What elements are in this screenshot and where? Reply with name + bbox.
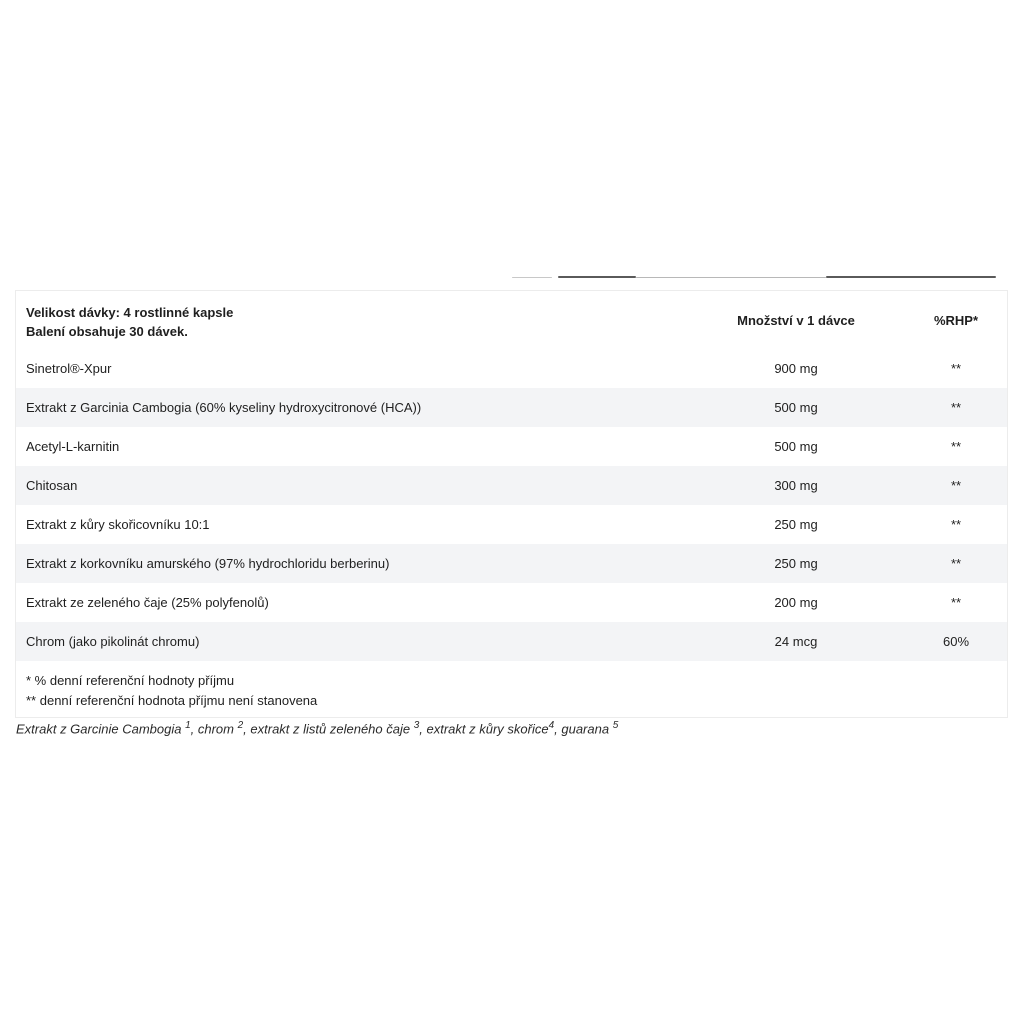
ingredient-rhp: ** — [950, 478, 962, 493]
ingredient-amount: 250 mg — [774, 556, 818, 571]
ingredient-rhp: 60% — [942, 634, 970, 649]
servings-per-pack: Balení obsahuje 30 dávek. — [26, 324, 188, 339]
ingredient-name: Extrakt z kůry skořicovníku 10:1 — [26, 517, 210, 532]
ingredient-name: Extrakt ze zeleného čaje (25% polyfenolů) — [26, 595, 269, 610]
footnotes — [26, 671, 317, 711]
column-header-amount: Množství v 1 dávce — [737, 313, 855, 328]
table-row — [16, 349, 1007, 388]
ingredient-rhp: ** — [950, 439, 962, 454]
ingredient-name: Acetyl-L-karnitin — [26, 439, 120, 454]
ingredient-amount: 300 mg — [774, 478, 818, 493]
ingredient-amount: 500 mg — [774, 400, 818, 415]
table-header — [16, 291, 1007, 349]
table-row — [16, 505, 1007, 544]
footnote-marker: 2 — [237, 720, 244, 731]
footnote-marker: 1 — [185, 720, 191, 731]
ingredient-rhp: ** — [950, 361, 962, 376]
footnote-marker: 3 — [413, 720, 420, 731]
decorative-line — [558, 276, 636, 278]
footnote-marker: 4 — [548, 720, 555, 731]
column-header-rhp: %RHP* — [933, 313, 979, 328]
table-row — [16, 583, 1007, 622]
decorative-line — [636, 277, 826, 278]
decorative-line — [512, 277, 552, 278]
ingredient-name: Extrakt z korkovníku amurského (97% hydrochloridu berberinu) — [26, 556, 390, 571]
source-note-text: , extrakt z kůry skořice — [419, 721, 549, 737]
table-row — [16, 427, 1007, 466]
serving-size: Velikost dávky: 4 rostlinné kapsle — [26, 305, 234, 320]
table-row — [16, 388, 1007, 427]
ingredient-name: Sinetrol®-Xpur — [26, 361, 112, 376]
serving-info — [26, 303, 233, 341]
footnote-marker: 5 — [612, 720, 619, 731]
ingredient-amount: 500 mg — [774, 439, 818, 454]
footnote-not-established: ** denní referenční hodnota příjmu není stanovena — [26, 693, 318, 708]
source-note-text: , guarana — [554, 721, 613, 737]
decorative-line — [826, 276, 996, 278]
ingredient-amount: 24 mcg — [774, 634, 818, 649]
ingredient-name: Chitosan — [26, 478, 78, 493]
table-row — [16, 544, 1007, 583]
source-note-text: , extrakt z listů zeleného čaje — [243, 721, 414, 737]
ingredient-name: Chrom (jako pikolinát chromu) — [26, 634, 200, 649]
footnote-rhp: * % denní referenční hodnoty příjmu — [26, 673, 235, 688]
table-row — [16, 466, 1007, 505]
table-row — [16, 622, 1007, 661]
ingredient-amount: 200 mg — [774, 595, 818, 610]
supplement-facts-table — [15, 290, 1008, 718]
source-note — [16, 720, 618, 736]
ingredient-amount: 250 mg — [774, 517, 818, 532]
ingredient-rhp: ** — [950, 517, 962, 532]
ingredient-rhp: ** — [950, 400, 962, 415]
ingredient-rhp: ** — [950, 556, 962, 571]
source-note-text: Extrakt z Garcinie Cambogia — [16, 721, 186, 737]
ingredient-rhp: ** — [950, 595, 962, 610]
ingredient-name: Extrakt z Garcinia Cambogia (60% kyseliny hydroxycitronové (HCA)) — [26, 400, 422, 415]
ingredient-amount: 900 mg — [774, 361, 818, 376]
source-note-text: , chrom — [190, 721, 238, 737]
